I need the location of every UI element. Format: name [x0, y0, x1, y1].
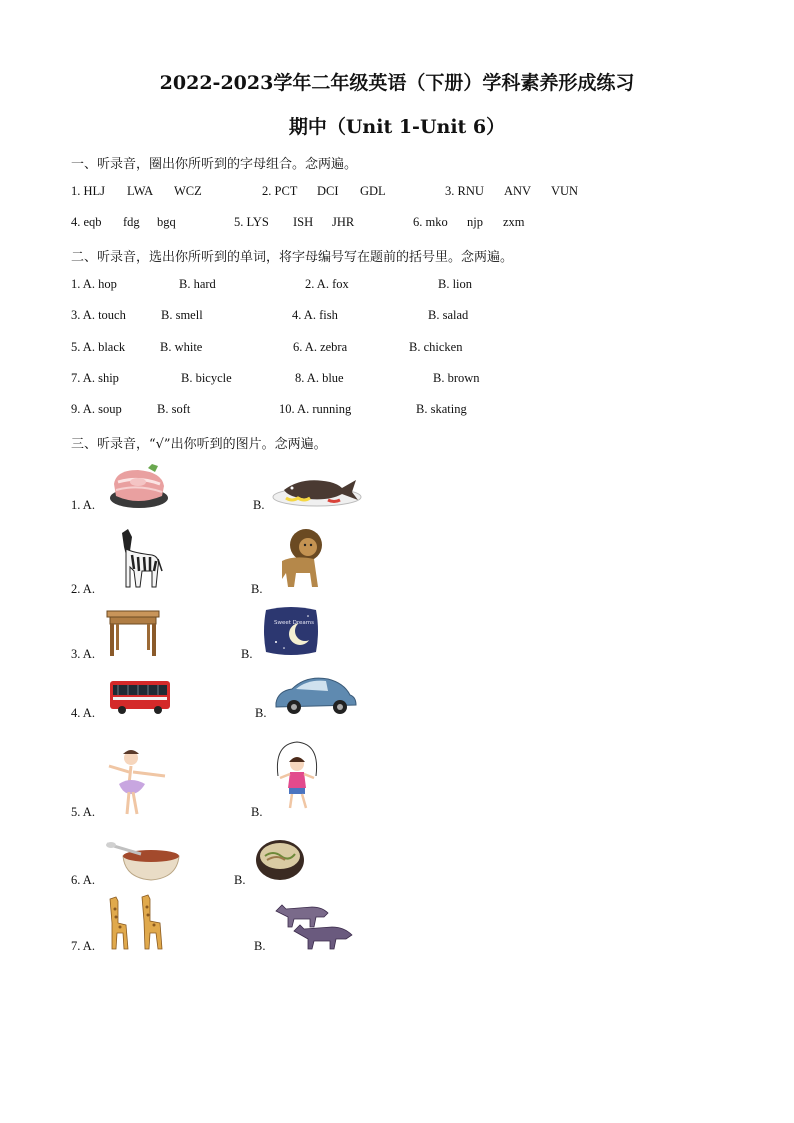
- item5-b-label: B.: [251, 805, 263, 819]
- option: B. skating: [416, 402, 467, 416]
- section1-heading: 一、听录音，圈出你所听到的字母组合。念两遍。: [71, 157, 358, 172]
- option: ANV: [504, 184, 532, 198]
- lion-picture[interactable]: [274, 527, 330, 591]
- option: 5. LYS: [234, 215, 269, 229]
- option: B. brown: [433, 371, 480, 385]
- option: DCI: [317, 184, 339, 198]
- option: WCZ: [174, 184, 202, 198]
- section2-heading: 二、听录音，选出你所听到的单词，将字母编号写在题前的括号里。念两遍。: [71, 250, 514, 265]
- option: JHR: [332, 215, 355, 229]
- noodle-bowl-picture[interactable]: [255, 836, 305, 882]
- table-picture[interactable]: [106, 608, 160, 658]
- item4-b-label: B.: [255, 706, 267, 720]
- option: 6. mko: [413, 215, 448, 229]
- option: ISH: [293, 215, 314, 229]
- fish-plate-picture[interactable]: [272, 470, 362, 508]
- soup-bowl-picture[interactable]: [105, 838, 181, 884]
- option: fdg: [123, 215, 140, 229]
- option: njp: [467, 215, 483, 229]
- item7-a-label: 7. A.: [71, 939, 95, 953]
- option: 3. A. touch: [71, 308, 126, 322]
- option: zxm: [503, 215, 525, 229]
- option: 2. A. fox: [305, 277, 349, 291]
- option: VUN: [551, 184, 579, 198]
- option: GDL: [360, 184, 386, 198]
- bus-picture[interactable]: [108, 679, 172, 715]
- item5-a-label: 5. A.: [71, 805, 95, 819]
- option: B. salad: [428, 308, 469, 322]
- option: 7. A. ship: [71, 371, 119, 385]
- giraffes-picture[interactable]: [104, 893, 176, 951]
- option: B. hard: [179, 277, 216, 291]
- jump-rope-girl-picture[interactable]: [272, 740, 322, 812]
- option: 3. RNU: [445, 184, 484, 198]
- option: 5. A. black: [71, 340, 126, 354]
- option: B. white: [160, 340, 203, 354]
- option: B. lion: [438, 277, 473, 291]
- option: 2. PCT: [262, 184, 298, 198]
- moon-pillow-picture[interactable]: [262, 604, 320, 658]
- option: bgq: [157, 215, 176, 229]
- item3-a-label: 3. A.: [71, 647, 95, 661]
- item3-b-label: B.: [241, 647, 253, 661]
- meat-picture[interactable]: [108, 462, 170, 510]
- page-subtitle: 期中（Unit 1-Unit 6）: [288, 116, 506, 138]
- option: 1. A. hop: [71, 277, 117, 291]
- item1-b-label: B.: [253, 498, 265, 512]
- option: 1. HLJ: [71, 184, 106, 198]
- option: B. smell: [161, 308, 203, 322]
- option: LWA: [127, 184, 154, 198]
- option: B. bicycle: [181, 371, 232, 385]
- option: 4. A. fish: [292, 308, 338, 322]
- option: 10. A. running: [279, 402, 352, 416]
- wolves-picture[interactable]: [272, 897, 356, 953]
- option: 6. A. zebra: [293, 340, 348, 354]
- page-title: 2022-2023学年二年级英语（下册）学科素养形成练习: [159, 72, 635, 94]
- zebra-picture[interactable]: [112, 527, 164, 591]
- item6-a-label: 6. A.: [71, 873, 95, 887]
- ballet-girl-picture[interactable]: [105, 748, 169, 818]
- option: B. soft: [157, 402, 191, 416]
- item6-b-label: B.: [234, 873, 246, 887]
- item7-b-label: B.: [254, 939, 266, 953]
- item2-a-label: 2. A.: [71, 582, 95, 596]
- pillow-text: Sweet Dreams: [274, 620, 315, 626]
- option: 9. A. soup: [71, 402, 122, 416]
- option: 4. eqb: [71, 215, 102, 229]
- item4-a-label: 4. A.: [71, 706, 95, 720]
- section3-heading: 三、听录音，“√”出你听到的图片。念两遍。: [71, 437, 327, 452]
- car-picture[interactable]: [272, 673, 358, 717]
- item2-b-label: B.: [251, 582, 263, 596]
- option: B. chicken: [409, 340, 463, 354]
- item1-a-label: 1. A.: [71, 498, 95, 512]
- option: 8. A. blue: [295, 371, 344, 385]
